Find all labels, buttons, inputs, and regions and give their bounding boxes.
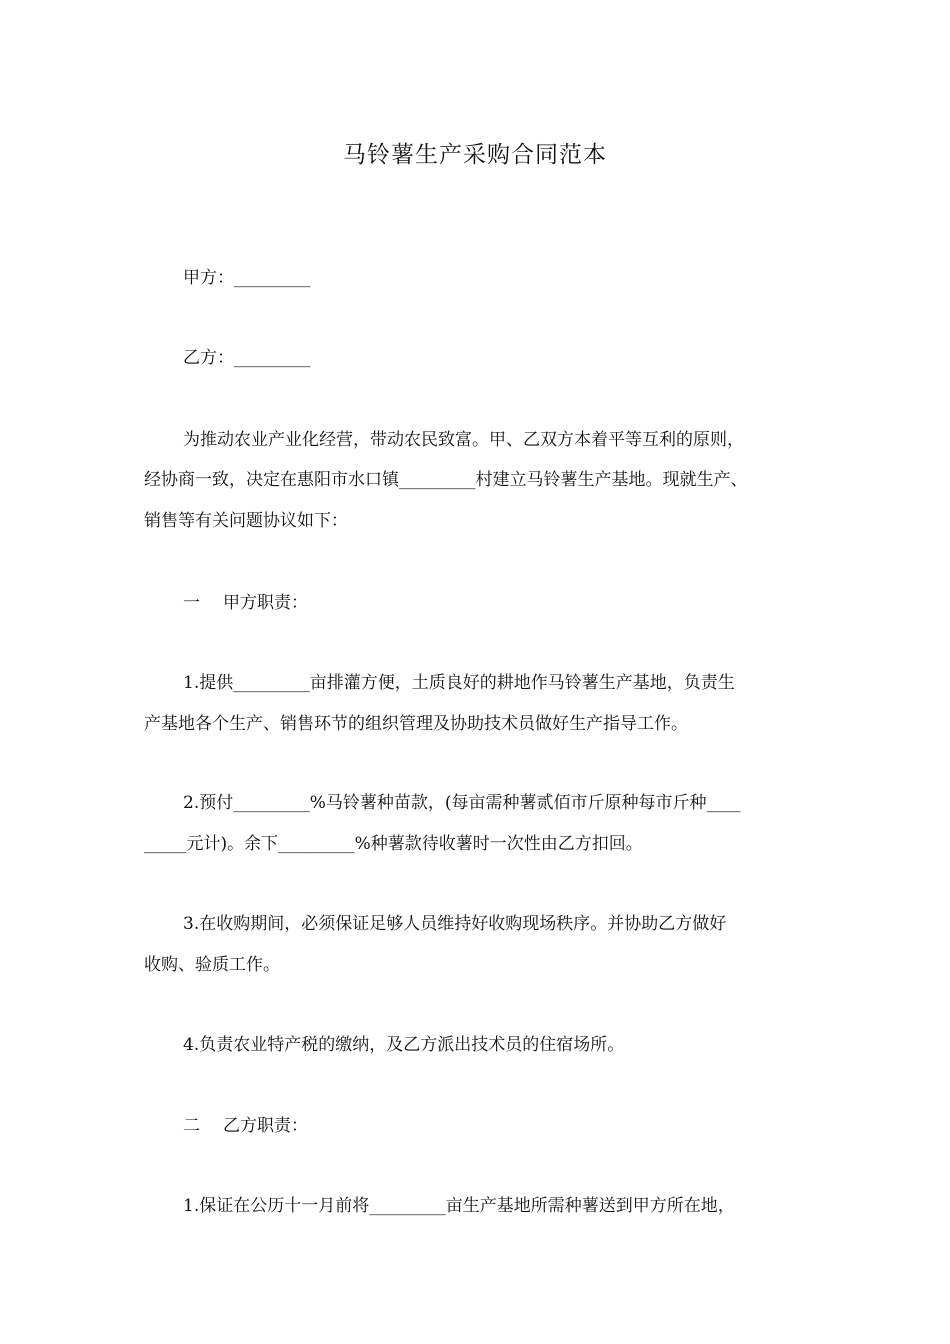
intro-line-3: 销售等有关问题协议如下： (144, 511, 348, 531)
s1-item3-line-2: 收购、验质工作。 (144, 955, 280, 975)
intro-line-1: 为推动农业产业化经营，带动农民致富。甲、乙双方本着平等互利的原则， (183, 430, 744, 450)
section-2-title: 乙方职责： (223, 1116, 308, 1136)
s2-item1-line: 1.保证在公历十一月前将_________亩生产基地所需种薯送到甲方所在地， (183, 1196, 735, 1216)
s1-item3-line-1: 3.在收购期间，必须保证足够人员维持好收购现场秩序。并协助乙方做好 (183, 914, 727, 934)
party-b-line: 乙方：_________ (183, 348, 311, 368)
party-a-line: 甲方：_________ (183, 268, 311, 288)
document-title: 马铃薯生产采购合同范本 (343, 142, 607, 168)
s1-item2-line-2: _____元计)。余下_________%种薯款待收薯时一次性由乙方扣回。 (144, 834, 643, 854)
section-1-title: 甲方职责： (223, 593, 308, 613)
section-2-number: 二 (183, 1116, 200, 1136)
s1-item4-line: 4.负责农业特产税的缴纳，及乙方派出技术员的住宿场所。 (183, 1035, 625, 1055)
s1-item1-line-2: 产基地各个生产、销售环节的组织管理及协助技术员做好生产指导工作。 (144, 714, 688, 734)
s1-item2-line-1: 2.预付_________%马铃薯种苗款，(每亩需种薯贰佰市斤原种每市斤种____ (183, 793, 741, 813)
section-2-heading (183, 1114, 308, 1138)
s1-item1-line-1: 1.提供_________亩排灌方便，土质良好的耕地作马铃薯生产基地，负责生 (183, 673, 735, 693)
intro-line-2: 经协商一致，决定在惠阳市水口镇_________村建立马铃薯生产基地。现就生产、 (144, 470, 748, 490)
section-1-heading (183, 591, 308, 615)
section-1-number: 一 (183, 593, 200, 613)
